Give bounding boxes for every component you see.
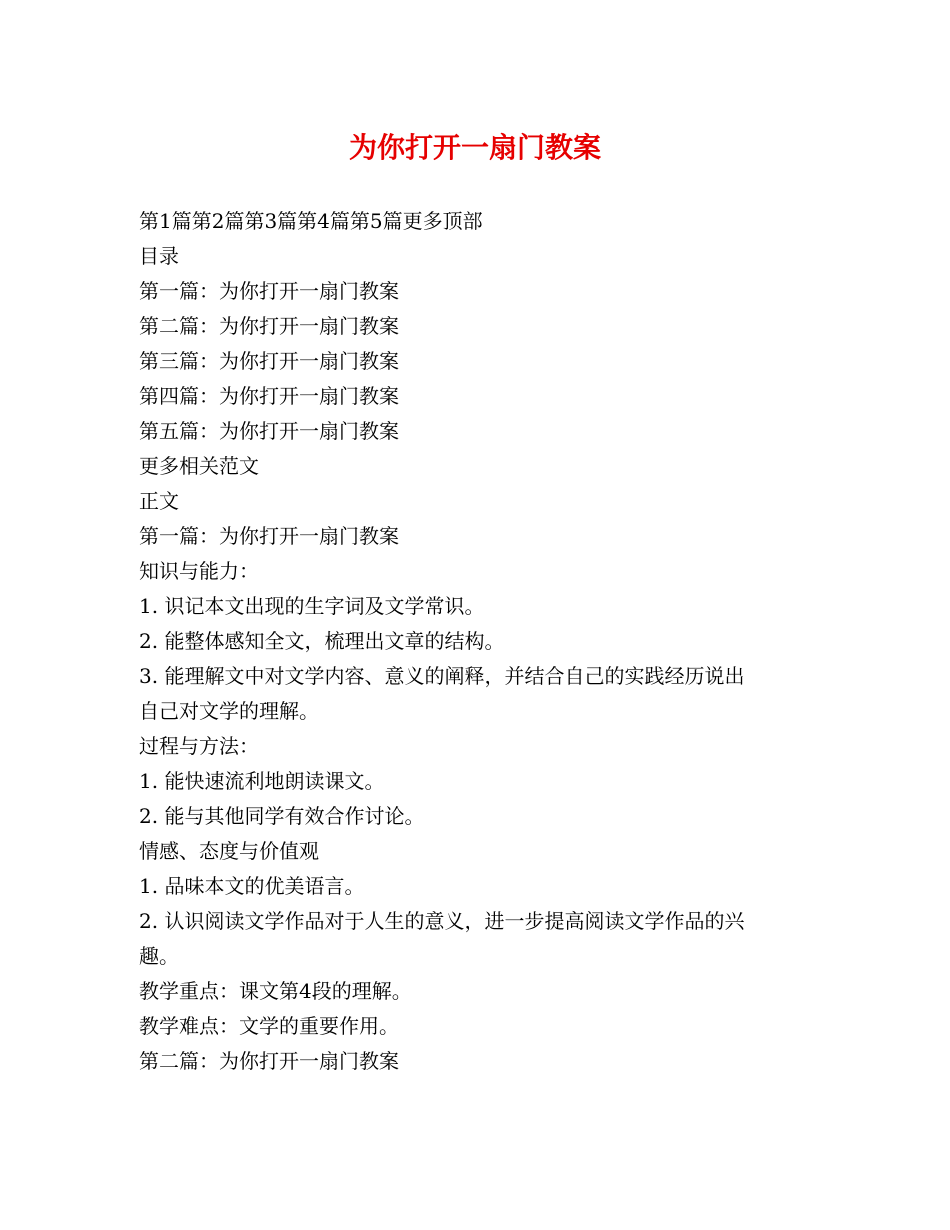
document-title: 为你打开一扇门教案 bbox=[348, 131, 601, 164]
paragraph-line: 1. 识记本文出现的生字词及文学常识。 bbox=[139, 594, 485, 618]
toc-item-5: 第五篇：为你打开一扇门教案 bbox=[139, 419, 399, 443]
paragraph-line: 趣。 bbox=[139, 944, 179, 968]
main-text-heading: 正文 bbox=[139, 489, 179, 513]
toc-heading: 目录 bbox=[139, 244, 179, 268]
process-method-heading: 过程与方法： bbox=[139, 734, 259, 758]
paragraph-line: 自己对文学的理解。 bbox=[139, 699, 319, 723]
paragraph-line: 2. 认识阅读文学作品对于人生的意义，进一步提高阅读文学作品的兴 bbox=[139, 909, 745, 933]
paragraph-line: 2. 能整体感知全文，梳理出文章的结构。 bbox=[139, 629, 505, 653]
paragraph-line: 3. 能理解文中对文学内容、意义的阐释，并结合自己的实践经历说出 bbox=[139, 664, 745, 688]
toc-item-4: 第四篇：为你打开一扇门教案 bbox=[139, 384, 399, 408]
toc-item-3: 第三篇：为你打开一扇门教案 bbox=[139, 349, 399, 373]
paragraph-line: 1. 品味本文的优美语言。 bbox=[139, 874, 365, 898]
toc-item-2: 第二篇：为你打开一扇门教案 bbox=[139, 314, 399, 338]
paragraph-line: 2. 能与其他同学有效合作讨论。 bbox=[139, 804, 425, 828]
toc-more-related: 更多相关范文 bbox=[139, 454, 259, 478]
emotion-values-heading: 情感、态度与价值观 bbox=[139, 839, 319, 863]
document-body bbox=[139, 204, 819, 1079]
paragraph-line: 1. 能快速流利地朗读课文。 bbox=[139, 769, 385, 793]
section-1-heading: 第一篇：为你打开一扇门教案 bbox=[139, 524, 399, 548]
toc-item-1: 第一篇：为你打开一扇门教案 bbox=[139, 279, 399, 303]
teaching-focus-line: 教学重点：课文第4段的理解。 bbox=[139, 979, 412, 1003]
teaching-difficulty-line: 教学难点：文学的重要作用。 bbox=[139, 1014, 399, 1038]
toc-nav-line: 第1篇第2篇第3篇第4篇第5篇更多顶部 bbox=[139, 209, 483, 233]
section-2-heading: 第二篇：为你打开一扇门教案 bbox=[139, 1049, 399, 1073]
knowledge-ability-heading: 知识与能力： bbox=[139, 559, 259, 583]
